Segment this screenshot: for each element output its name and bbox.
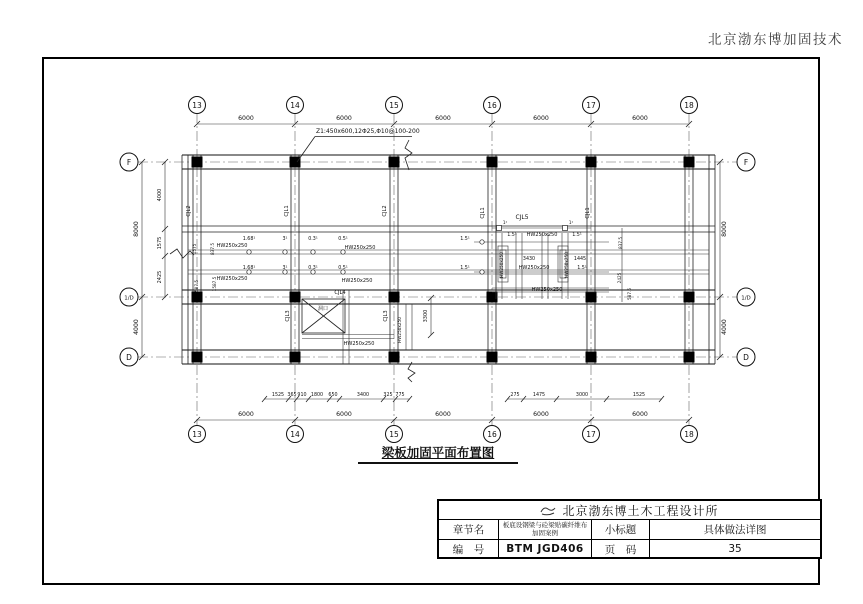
axis-label: 16 [487, 429, 497, 439]
beam-label: CJL2 [382, 205, 388, 217]
beam-label: HW250x250 [499, 252, 504, 278]
dim-label: 3000 [575, 393, 589, 398]
chapter-value: 板底设钢梁与砼梁贴碳纤维布加固案例 [499, 520, 592, 539]
dim-label: 1800 [310, 393, 324, 398]
marker-label: 1.68¹ [242, 237, 256, 242]
dim-label: 6000 [632, 115, 648, 122]
beam-labels [186, 205, 591, 347]
dim-label: 6000 [533, 115, 549, 122]
dim-label: 837.5 [618, 237, 623, 249]
dim-label: 2425 [157, 270, 163, 284]
marker-label: 1.5¹ [460, 266, 470, 271]
page-value: 35 [728, 543, 742, 555]
dim-label: 6000 [336, 115, 352, 122]
dim-label: 6000 [238, 411, 254, 418]
beam-label: HW250x250 [531, 287, 563, 293]
marker-label: 0.3¹ [308, 266, 318, 271]
axis-label: 16 [487, 100, 497, 110]
axis-label: F [743, 157, 749, 167]
grid-centerlines [138, 113, 737, 426]
dim-label: 365 [287, 393, 297, 398]
beam-label: HW250x250 [518, 265, 550, 271]
dim-label: 1575 [192, 243, 197, 255]
dim-label: 775 [395, 393, 405, 398]
dim-label: 6000 [533, 411, 549, 418]
axis-label: 17 [586, 429, 596, 439]
beam-label: HW250x250 [341, 278, 373, 284]
dim-label: 4000 [157, 188, 163, 202]
dim-label: 6000 [435, 115, 451, 122]
dim-label: 650 [328, 393, 338, 398]
dim-label: 4000 [133, 319, 140, 335]
axis-label: 15 [389, 429, 399, 439]
axis-label: 13 [192, 429, 202, 439]
axis-label: 13 [192, 100, 202, 110]
dimension-texts [133, 115, 728, 418]
axis-label: 1/D [741, 295, 751, 302]
axis-label: 14 [290, 100, 300, 110]
opening-label: 洞口 [317, 306, 329, 312]
beam-label: CJL3 [383, 310, 389, 322]
dim-label: 4000 [721, 319, 728, 335]
beam-label: HW250x250 [344, 245, 376, 251]
marker-label: 1¹ [502, 220, 508, 225]
beam-label: HW250x250 [526, 232, 558, 238]
dim-label: 837.5 [210, 243, 215, 255]
dim-label: 3300 [423, 309, 429, 323]
title-block-row [439, 520, 820, 539]
axis-bubbles-right [737, 153, 755, 366]
axis-label: 14 [290, 429, 300, 439]
dim-label: 3400 [356, 393, 370, 398]
dim-label: 2425 [617, 272, 622, 284]
chapter-key: 章节名 [439, 520, 499, 539]
dim-label: 8000 [133, 221, 140, 237]
beam-nodes [247, 250, 345, 274]
axis-bubbles-bottom [189, 426, 698, 443]
dim-label: 6000 [238, 115, 254, 122]
axis-label: 15 [389, 100, 399, 110]
beam-label: CJL1 [284, 205, 290, 217]
marker-label: 0.5¹ [338, 237, 348, 242]
beam-label: HW250x250 [564, 252, 569, 278]
plan-walls [182, 155, 715, 364]
beam-label: HW250x250 [397, 317, 402, 343]
dim-label: 910 [297, 393, 307, 398]
title-block [437, 499, 822, 559]
dim-label: 1587.5 [212, 276, 217, 292]
page-key: 页 码 [592, 540, 650, 558]
number-value: BTM JGD406 [499, 540, 592, 558]
marker-label: 3¹ [282, 237, 288, 242]
axis-label: 17 [586, 100, 596, 110]
dimension-lines [139, 121, 723, 423]
org-name: 北京渤东博土木工程设计所 [562, 503, 719, 518]
beam-label: HW250x250 [216, 243, 248, 249]
axis-label: 1/D [124, 295, 134, 302]
dim-label: 1575 [157, 236, 163, 250]
dim-label: 1475 [532, 393, 546, 398]
beam-label: HW250x250 [216, 276, 248, 282]
break-symbols [170, 140, 415, 382]
axis-label: D [743, 352, 749, 362]
column-note [297, 128, 420, 162]
dim-label: 6000 [336, 411, 352, 418]
drawing-title: 梁板加固平面布置图 [358, 443, 518, 464]
marker-label: 1.5¹ [577, 266, 587, 271]
dim-label: 1445 [573, 257, 587, 262]
strengthening-markers [243, 220, 587, 271]
company-header: 北京渤东博加固技术 [708, 32, 843, 48]
marker-label: 1.68¹ [242, 266, 256, 271]
dim-label: 587.5 [627, 288, 632, 300]
dim-label: 1525 [271, 393, 285, 398]
column-markers [192, 157, 695, 363]
axis-label: 18 [684, 429, 694, 439]
title-block-row [439, 539, 820, 558]
axis-label: 18 [684, 100, 694, 110]
marker-label: 1¹ [568, 220, 574, 225]
axis-label: F [126, 157, 132, 167]
drawing-sheet-frame [42, 57, 820, 585]
subtitle-key: 小标题 [592, 520, 650, 539]
dim-label: 1525 [632, 393, 646, 398]
marker-label: 0.3¹ [308, 237, 318, 242]
beam-label: HW250x250 [343, 341, 375, 347]
dim-label: 3430 [522, 257, 536, 262]
dim-label: 587.5 [194, 280, 199, 292]
marker-label: 1.5¹ [507, 233, 517, 238]
title-block-org-row [439, 501, 820, 520]
dim-label: 325 [383, 393, 393, 398]
beam-label: CJL1 [480, 207, 486, 219]
marker-label: 0.5¹ [338, 266, 348, 271]
dim-label: 275 [510, 393, 520, 398]
marker-label: 1.5¹ [572, 233, 582, 238]
dim-label: 6000 [632, 411, 648, 418]
axis-bubbles-top [189, 97, 698, 114]
marker-label: 3¹ [282, 266, 288, 271]
axis-label: D [126, 352, 132, 362]
dim-label: 8000 [721, 221, 728, 237]
beam-label: CJL1 [585, 207, 591, 219]
beam-label: CJL5 [515, 214, 529, 221]
beam-label: CJL3 [285, 310, 291, 322]
subtitle-value: 具体做法详图 [703, 524, 767, 536]
dim-label: 6000 [435, 411, 451, 418]
marker-label: 1.5¹ [460, 237, 470, 242]
column-note-text: Z1:450x600,12Φ25,Φ10@100-200 [316, 128, 420, 135]
number-key: 编 号 [439, 540, 499, 558]
org-logo-icon [540, 504, 556, 516]
beam-label: CJL2 [186, 205, 192, 217]
beam-label: CJL4 [334, 290, 346, 296]
